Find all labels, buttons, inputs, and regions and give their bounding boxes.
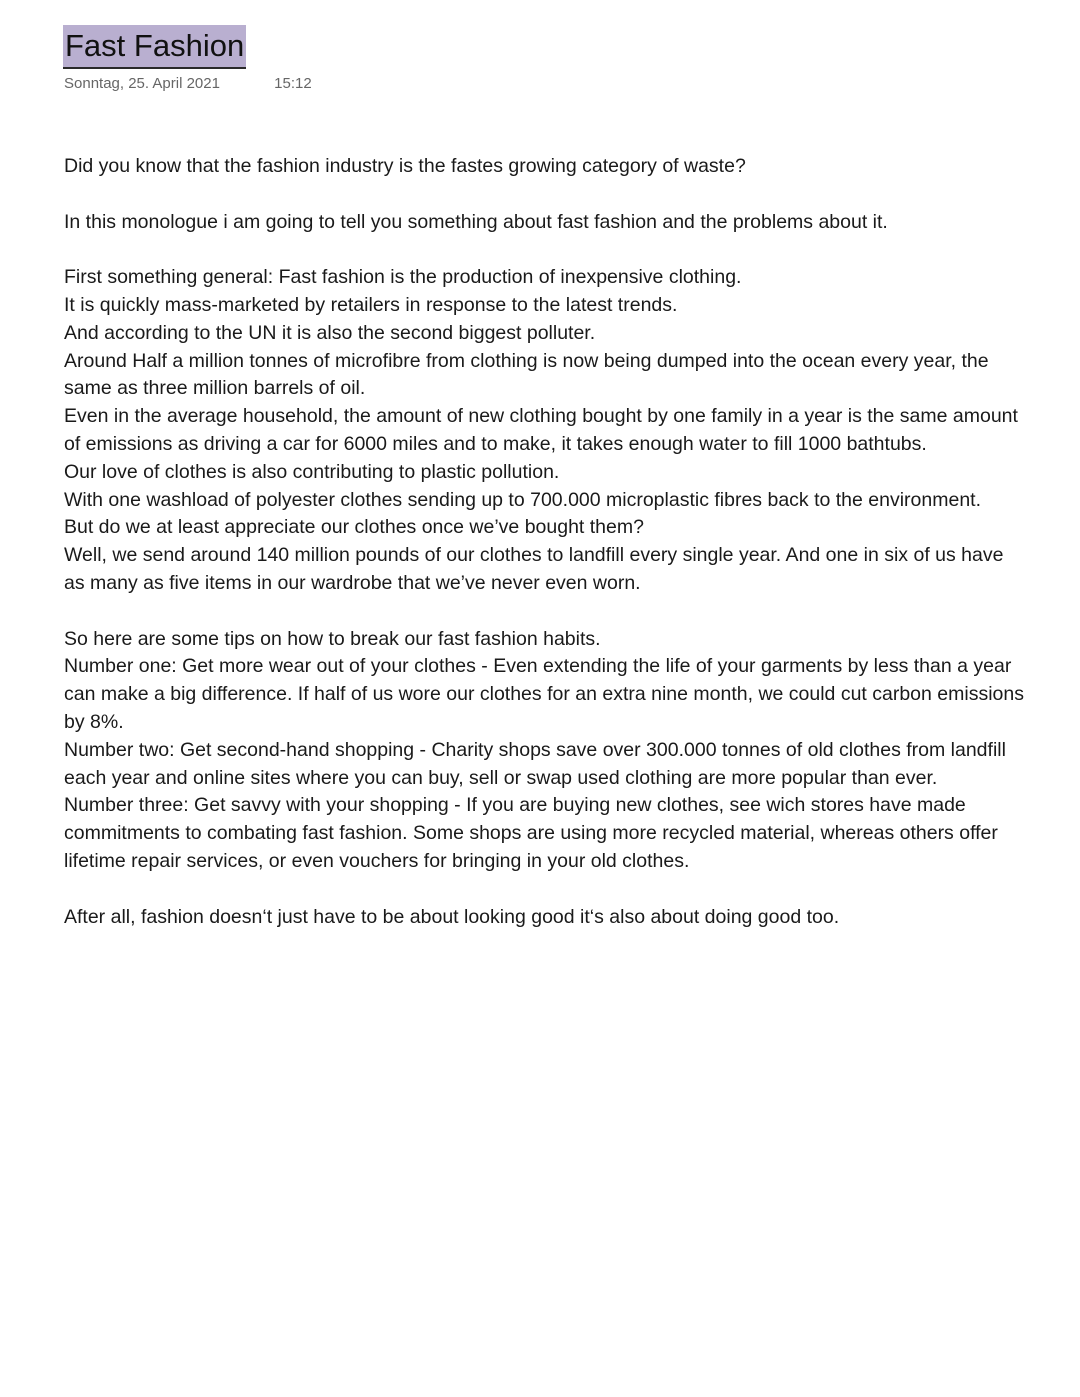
- paragraph-tip-three: Number three: Get savvy with your shopping - If you are buying new clothes, see wich stores have made commitments to combating fast fashion. Some shops are using more recycled material, whereas others offer lifetime repair services, or even vouchers for bringing in your old clothes.: [64, 794, 998, 872]
- paragraph-tip-one: Number one: Get more wear out of your clothes - Even extending the life of your garments by less than a year can make a big difference. If half of us wore our clothes for an extra nine month, we could cut carbon emissions by 8%.: [64, 655, 1024, 733]
- paragraph-line: It is quickly mass-marketed by retailers in response to the latest trends.: [64, 293, 678, 316]
- blank-line: [64, 598, 1024, 626]
- paragraph-line: And according to the UN it is also the second biggest polluter.: [64, 321, 596, 344]
- paragraph-monologue-intro: In this monologue i am going to tell you something about fast fashion and the problems about it.: [64, 210, 888, 233]
- note-date: Sonntag, 25. April 2021: [64, 75, 220, 92]
- note-time: 15:12: [274, 75, 312, 92]
- paragraph-line: So here are some tips on how to break our fast fashion habits.: [64, 627, 601, 650]
- blank-line: [64, 236, 1024, 264]
- blank-line: [64, 876, 1024, 904]
- paragraph-line: But do we at least appreciate our clothes once we’ve bought them?: [64, 516, 644, 539]
- paragraph-line: With one washload of polyester clothes sending up to 700.000 microplastic fibres back to the environment.: [64, 488, 982, 511]
- paragraph-line: Even in the average household, the amount of new clothing bought by one family in a year is the same amount of emissions as driving a car for 6000 miles and to make, it takes enough water to fill 1000 bathtubs.: [64, 405, 1018, 455]
- paragraph-line: First something general: Fast fashion is the production of inexpensive clothing.: [64, 266, 742, 289]
- paragraph-tip-two: Number two: Get second-hand shopping - Charity shops save over 300.000 tonnes of old clothes from landfill each year and online sites where you can buy, sell or swap used clothing are more popular than ever.: [64, 738, 1006, 789]
- paragraph-line: Well, we send around 140 million pounds of our clothes to landfill every single year. And one in six of us have as many as five items in our wardrobe that we’ve never even worn.: [64, 544, 1004, 594]
- paragraph-line: Our love of clothes is also contributing to plastic pollution.: [64, 460, 560, 483]
- note-body[interactable]: [64, 153, 1024, 931]
- paragraph-intro: Did you know that the fashion industry is the fastes growing category of waste?: [64, 155, 746, 177]
- paragraph-line: Around Half a million tonnes of microfibre from clothing is now being dumped into the ocean every year, the same as three million barrels of oil.: [64, 349, 989, 400]
- note-title[interactable]: Fast Fashion: [63, 25, 246, 69]
- note-metadata: [64, 75, 312, 92]
- paragraph-conclusion: After all, fashion doesn‘t just have to be about looking good it‘s also about doing good too.: [64, 905, 840, 928]
- blank-line: [64, 181, 1024, 209]
